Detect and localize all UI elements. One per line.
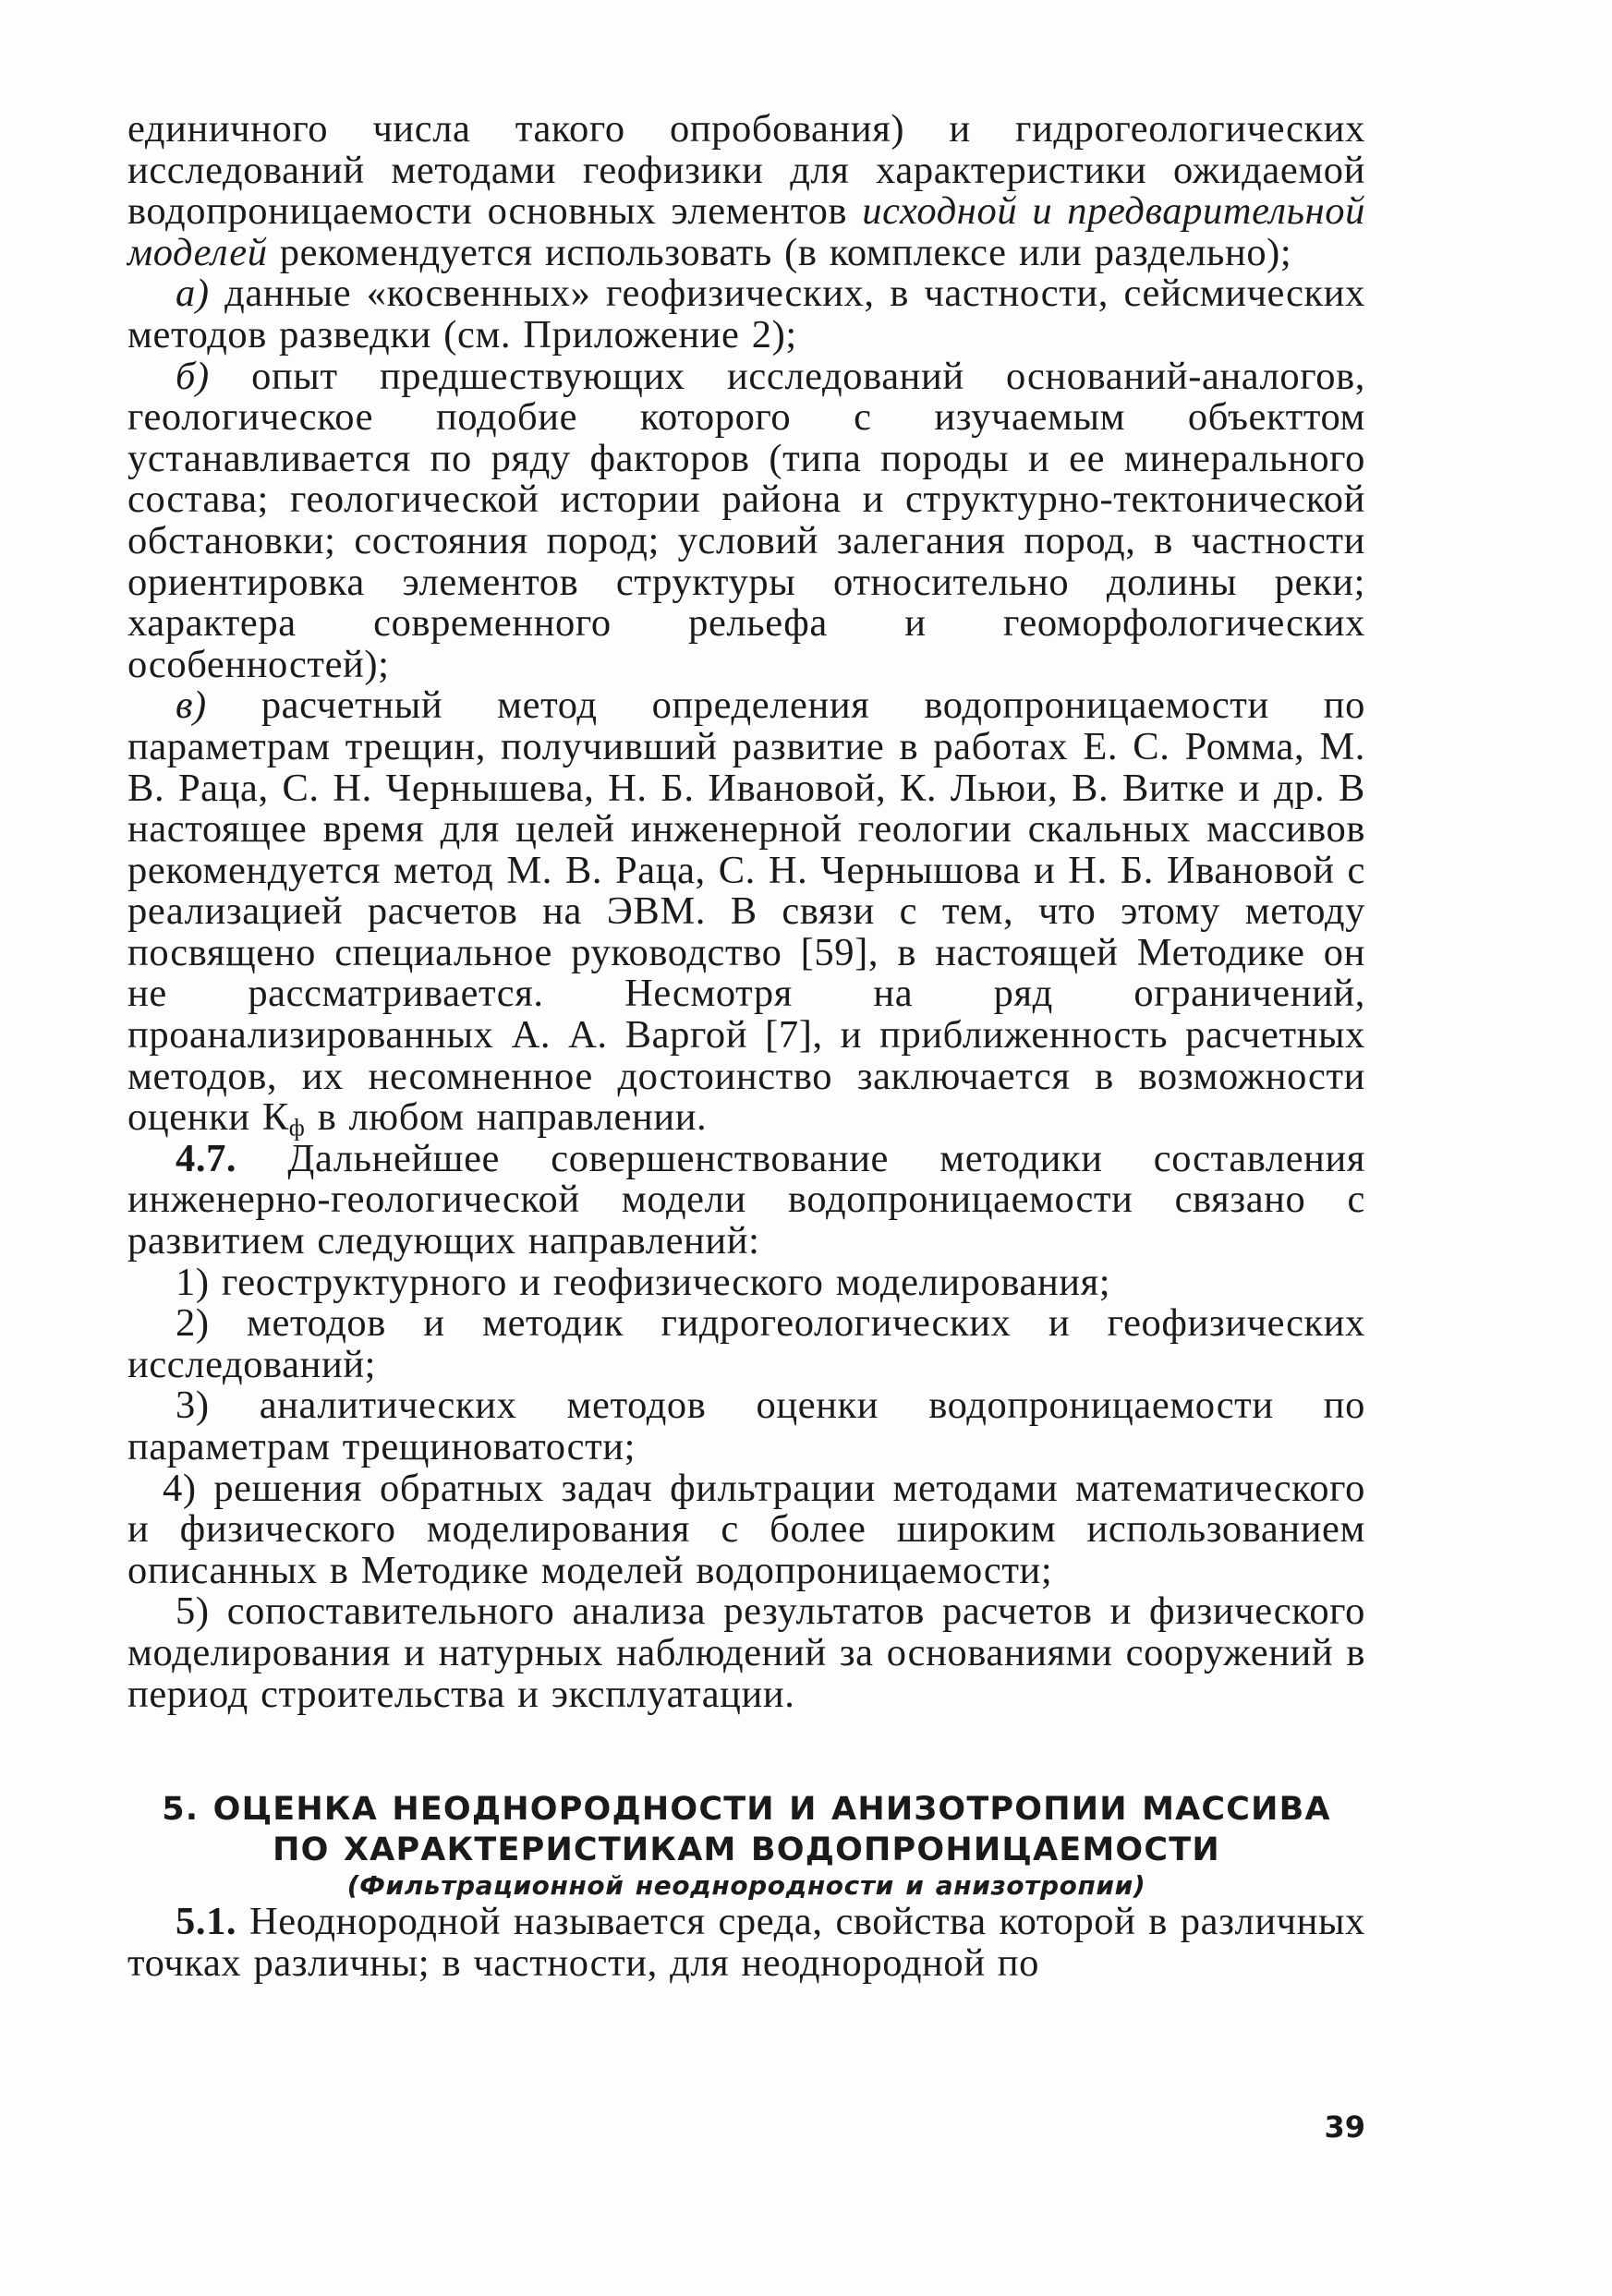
direction-item-5: 5) сопоставительного анализа результатов расчетов и физического моделирования и натурных наблюдений за основаниями сооружений в период строительства и эксплуатации. (127, 1589, 1365, 1716)
direction-item-3: 3) аналитических методов оценки водопроницаемости по параметрам трещиноватости; (127, 1384, 1365, 1468)
subscript-f: ф (288, 1114, 306, 1142)
direction-item-2: 2) методов и методик гидрогеологических и геофизических исследований; (127, 1301, 1365, 1386)
page-number: 39 (1324, 2109, 1365, 2145)
paragraph-4-7: 4.7. Дальнейшее совершенствование методики составления инженерно-геологической модели водопроницаемости связано с развитием следующих направлений: (127, 1136, 1366, 1263)
item-label-v: в) (176, 683, 207, 728)
clause-number-5-1: 5.1. (176, 1900, 237, 1944)
paragraph-intro: единичного числа такого опробования) и гидрогеологических исследований методами геофизики для характеристики ожидаемой водопроницаемости основных элементов исходной и предварительной моделей рекомендуется использовать (в комплексе или раздельно); (127, 107, 1365, 274)
direction-item-1: 1) геоструктурного и геофизического моделирования; (176, 1260, 1111, 1304)
clause-number-4-7: 4.7. (176, 1136, 237, 1180)
list-item-a: а) данные «косвенных» геофизических, в частности, сейсмических методов разведки (см. Приложение 2); (127, 272, 1365, 356)
list-item-b: б) опыт предшествующих исследований оснований-аналогов, геологическое подобие которого с изучаемым объекттом устанавливается по ряду факторов (типа породы и ее минерального состава; геологической истории района и структурно-тектонической обстановки; состояния пород; условий залегания пород, в частности ориентировка элементов структуры относительно долины реки; характера современного рельефа и геоморфологических особенностей); (127, 354, 1365, 686)
emphasis-models: исходной и предварительной моделей (127, 189, 1365, 274)
section-title-line-2: ПО ХАРАКТЕРИСТИКАМ ВОДОПРОНИЦАЕМОСТИ (273, 1831, 1220, 1869)
item-label-b: б) (176, 354, 210, 398)
item-label-a: а) (176, 272, 210, 316)
section-title-line-1: 5. ОЦЕНКА НЕОДНОРОДНОСТИ И АНИЗОТРОПИИ МАССИВА (162, 1791, 1331, 1829)
body-text (127, 109, 1365, 1984)
direction-item-4: 4) решения обратных задач фильтрации методами математического и физического моделирования с более широким использованием описанных в Методике моделей водопроницаемости; (127, 1466, 1365, 1592)
section-5-heading (127, 1789, 1365, 1902)
section-subtitle: (Фильтрационной неоднородности и анизотропии) (346, 1870, 1146, 1902)
paragraph-5-1: 5.1. Неоднородной называется среда, свойства которой в различных точках различны; в частности, для неоднородной по (127, 1900, 1365, 1985)
list-item-v: в) расчетный метод определения водопроницаемости по параметрам трещин, получивший развитие в работах Е. С. Ромма, М. В. Раца, С. Н. Чернышева, Н. Б. Ивановой, К. Льюи, В. Витке и др. В настоящее время для целей инженерной геологии скальных массивов рекомендуется метод М. В. Раца, С. Н. Чернышова и Н. Б. Ивановой с реализацией расчетов на ЭВМ. В связи с тем, что этому методу посвящено специальное руководство [59], в настоящей Методике он не рассматривается. Несмотря на ряд ограничений, проанализированных А. А. Варгой [7], и приближенность расчетных методов, их несомненное достоинство заключается в возможности оценки $К_ф$ в любом направлении. (127, 683, 1365, 1142)
